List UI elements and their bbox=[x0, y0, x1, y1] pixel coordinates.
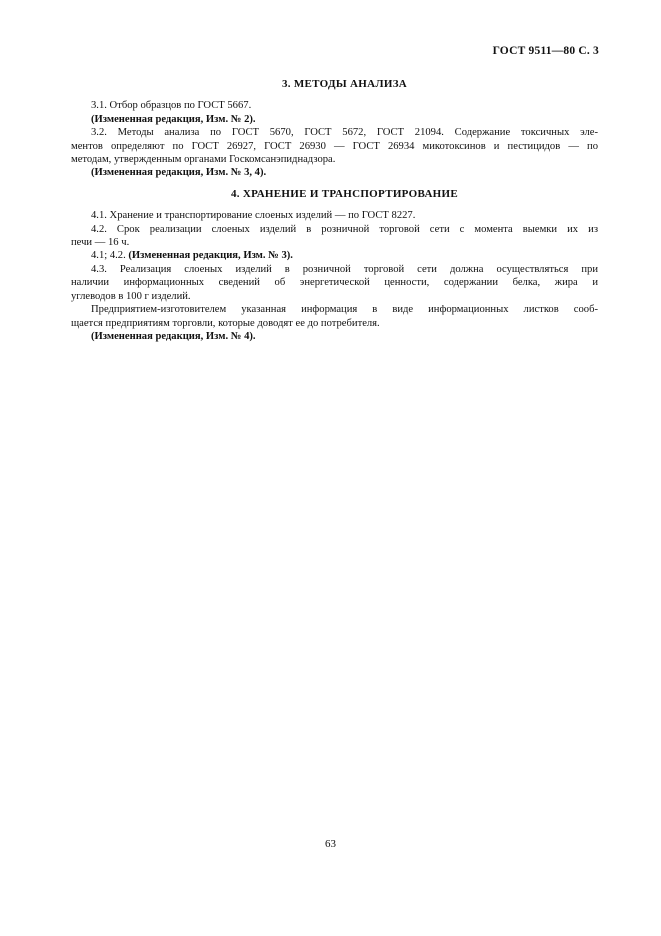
paragraph-3-2-change-note bbox=[91, 166, 598, 179]
page-number: 63 bbox=[325, 838, 336, 850]
change-note-izm-4: (Измененная редакция, Изм. № 4). bbox=[91, 330, 256, 342]
paragraph-3-1 bbox=[91, 99, 598, 112]
document-body bbox=[71, 78, 598, 343]
paragraph-3-1-text: 3.1. Отбор образцов по ГОСТ 5667. bbox=[91, 100, 252, 112]
paragraph-3-2 bbox=[71, 126, 598, 166]
section-4-title: 4. ХРАНЕНИЕ И ТРАНСПОРТИРОВАНИЕ bbox=[230, 187, 459, 200]
paragraph-3-2-line-2: ментов определяют по ГОСТ 26927, ГОСТ 26930 — ГОСТ 26934 микотоксинов и пестицидов — по bbox=[71, 140, 598, 152]
paragraph-4-2 bbox=[71, 223, 598, 250]
paragraph-4-1-text: 4.1. Хранение и транспортирование слоеных изделий — по ГОСТ 8227. bbox=[91, 210, 416, 222]
change-note-prefix: 4.1; 4.2. bbox=[91, 250, 126, 262]
document-reference-header: ГОСТ 9511—80 С. 3 bbox=[492, 45, 599, 57]
paragraph-4-3 bbox=[71, 263, 598, 303]
change-note-izm-3-4: (Измененная редакция, Изм. № 3, 4). bbox=[91, 167, 267, 179]
paragraph-4-2-line-2: печи — 16 ч. bbox=[71, 237, 130, 249]
change-note-izm-3: (Измененная редакция, Изм. № 3). bbox=[128, 250, 293, 262]
paragraph-4-3-line-3: углеводов в 100 г изделий. bbox=[71, 290, 191, 302]
paragraph-manufacturer-info bbox=[71, 303, 598, 330]
paragraph-3-2-line-1: 3.2. Методы анализа по ГОСТ 5670, ГОСТ 5672, ГОСТ 21094. Содержание токсичных эле- bbox=[91, 127, 598, 139]
change-note-izm-2: (Измененная редакция, Изм. № 2). bbox=[91, 113, 256, 125]
paragraph-4-1-4-2-change-note bbox=[91, 249, 598, 262]
paragraph-4-1 bbox=[91, 209, 598, 222]
paragraph-manufacturer-line-2: щается предприятиям торговли, которые доводят ее до потребителя. bbox=[71, 317, 380, 329]
paragraph-3-2-line-3: методам, утвержденным органами Госкомсанэпиднадзора. bbox=[71, 154, 336, 166]
paragraph-4-3-line-1: 4.3. Реализация слоеных изделий в розничной торговой сети должна осуществляться при bbox=[91, 263, 598, 275]
paragraph-3-1-change-note bbox=[91, 113, 598, 126]
section-3-title: 3. МЕТОДЫ АНАЛИЗА bbox=[281, 78, 408, 90]
paragraph-4-2-line-1: 4.2. Срок реализации слоеных изделий в розничной торговой сети с момента выемки их из bbox=[91, 223, 598, 235]
paragraph-4-3-line-2: наличии информационных сведений об энергетической ценности, содержании белка, жира и bbox=[71, 277, 598, 289]
paragraph-manufacturer-change-note bbox=[91, 330, 598, 343]
change-note-line bbox=[91, 249, 598, 262]
paragraph-manufacturer-line-1: Предприятием-изготовителем указанная информация в виде информационных листков сооб- bbox=[91, 304, 598, 316]
